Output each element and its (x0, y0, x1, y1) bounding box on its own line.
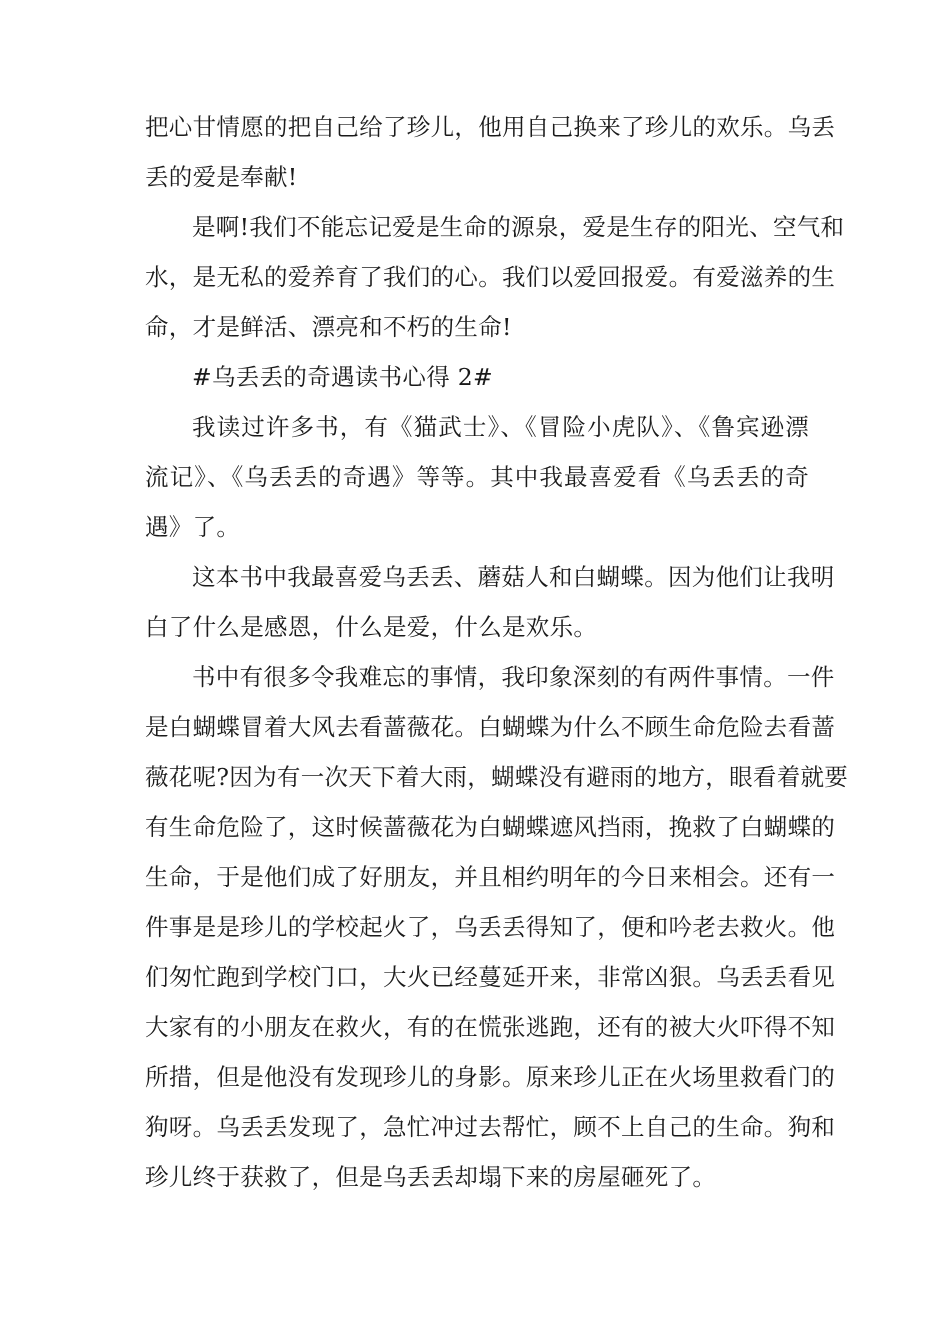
text-line: 遇》了。 (145, 513, 241, 541)
text-line: 生命，于是他们成了好朋友，并且相约明年的今日来相会。还有一 (145, 863, 836, 891)
document-page (145, 102, 849, 1202)
text-line: 件事是是珍儿的学校起火了，乌丢丢得知了，便和吟老去救火。他 (145, 913, 836, 941)
text-line: 是白蝴蝶冒着大风去看蔷薇花。白蝴蝶为什么不顾生命危险去看蔷 (145, 713, 836, 741)
text-line: 我读过许多书，有《猫武士》、《冒险小虎队》、《鲁宾逊漂 (192, 413, 809, 441)
paragraph (145, 102, 836, 202)
paragraph (145, 652, 849, 1202)
text-line: 薇花呢?因为有一次天下着大雨，蝴蝶没有避雨的地方，眼看着就要 (145, 763, 849, 791)
text-line: 所措，但是他没有发现珍儿的身影。原来珍儿正在火场里救看门的 (145, 1063, 836, 1091)
text-line: 丢的爱是奉献! (145, 163, 298, 191)
text-line: 是啊!我们不能忘记爱是生命的源泉，爱是生存的阳光、空气和 (192, 213, 845, 241)
text-line: 流记》、《乌丢丢的奇遇》等等。其中我最喜爱看《乌丢丢的奇 (145, 463, 809, 491)
paragraph (145, 552, 835, 652)
paragraph (145, 402, 809, 552)
text-line: 珍儿终于获救了，但是乌丢丢却塌下来的房屋砸死了。 (145, 1163, 717, 1191)
section-heading (145, 352, 809, 402)
text-line: 大家有的小朋友在救火，有的在慌张逃跑，还有的被大火吓得不知 (145, 1013, 836, 1041)
text-line: 命，才是鲜活、漂亮和不朽的生命! (145, 313, 512, 341)
text-line: 们匆忙跑到学校门口，大火已经蔓延开来，非常凶狠。乌丢丢看见 (145, 963, 836, 991)
text-line: 把心甘情愿的把自己给了珍儿，他用自己换来了珍儿的欢乐。乌丢 (145, 113, 836, 141)
text-line: 白了什么是感恩，什么是爱，什么是欢乐。 (145, 613, 598, 641)
text-line: 书中有很多令我难忘的事情，我印象深刻的有两件事情。一件 (192, 663, 835, 691)
text-line: 水，是无私的爱养育了我们的心。我们以爱回报爱。有爱滋养的生 (145, 263, 836, 291)
paragraph (145, 202, 845, 352)
text-line: 狗呀。乌丢丢发现了，急忙冲过去帮忙，顾不上自己的生命。狗和 (145, 1113, 836, 1141)
text-line: 这本书中我最喜爱乌丢丢、蘑菇人和白蝴蝶。因为他们让我明 (192, 563, 835, 591)
text-line: 有生命危险了，这时候蔷薇花为白蝴蝶遮风挡雨，挽救了白蝴蝶的 (145, 813, 836, 841)
heading-text: #乌丢丢的奇遇读书心得 2# (192, 363, 494, 391)
